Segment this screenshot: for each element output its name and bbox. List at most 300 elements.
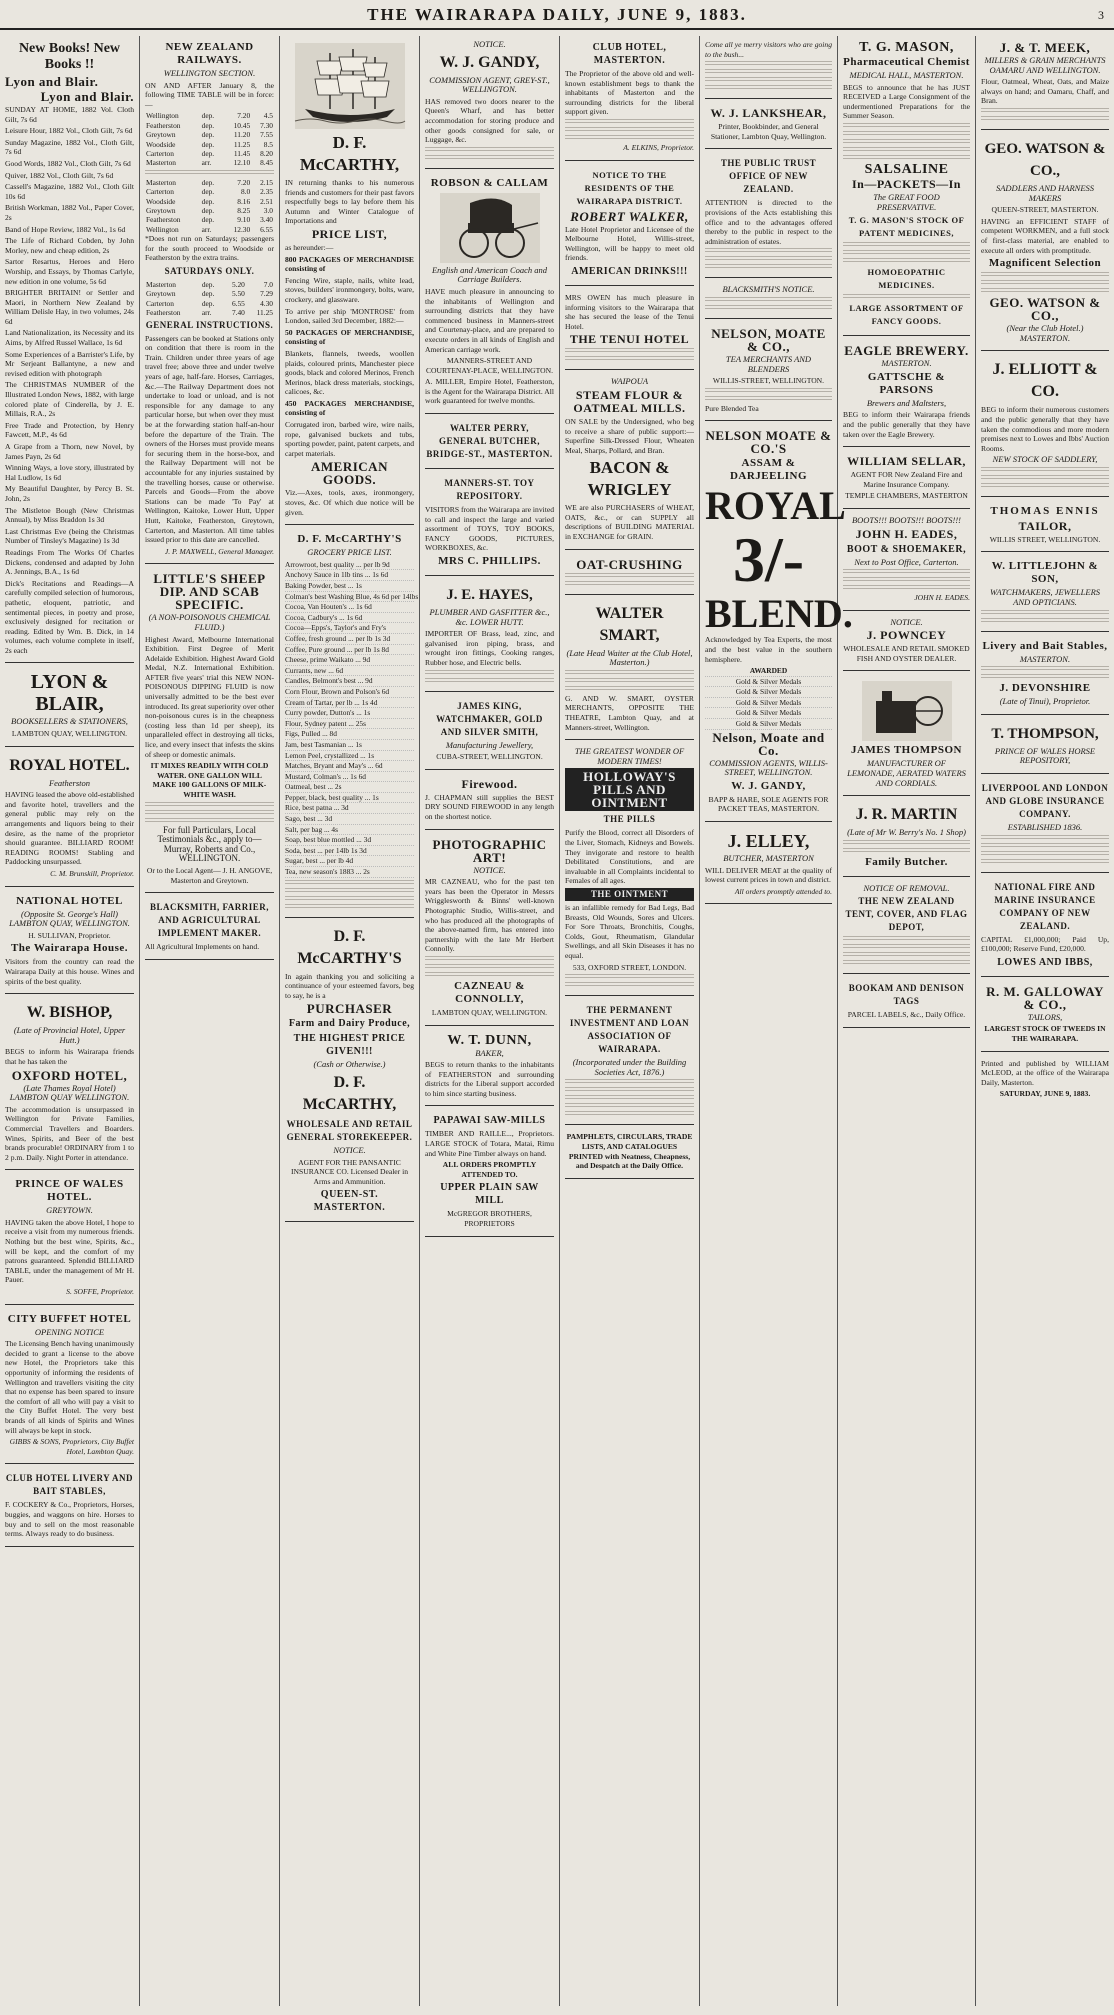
gattsche-name: GATTSCHE & PARSONS xyxy=(867,370,946,396)
grocery-price-list xyxy=(285,559,419,878)
train-time: 9.10 xyxy=(237,215,251,225)
city-buffet-sub: OPENING NOTICE xyxy=(34,1326,105,1337)
devonshire-sub: (Late of Tinui), Proprietor. xyxy=(999,696,1091,707)
train-time: 6.55 xyxy=(260,224,273,234)
gattsche-sub: Brewers and Maltsters, xyxy=(866,397,947,408)
national-hotel-prop: H. SULLIVAN, Proprietor. xyxy=(28,930,111,940)
royal-hotel-place: Featherston xyxy=(48,777,91,788)
timetable-row xyxy=(145,187,274,196)
purchaser-text: In again thanking you and soliciting a continuance of your esteemed favors, beg to say, he is a xyxy=(285,971,414,1000)
station-name: Wellington xyxy=(146,111,179,121)
book-entry: Cassell's Magazine, 1882 Vol., Cloth Gilt 10s 6d xyxy=(5,182,134,201)
book-entry: Quiver, 1882 Vol., Cloth Gilt, 7s 6d xyxy=(5,170,114,180)
gandy-sub: COMMISSION AGENT, GREY-ST., WELLINGTON. xyxy=(429,74,550,95)
ad-grocery-list xyxy=(285,528,419,917)
photo-text: MR CAZNEAU, who for the past ten years has been the Operator in Messrs Wrigglesworth & Binns' well-known Photographic Studio, Willis-street, and who has produced all the photographs of the above-named firm, has entered into partnership with the late Mr Herbert Connolly. xyxy=(425,877,554,954)
eagle-name: EAGLE BREWERY. xyxy=(844,343,969,359)
walker-notice: NOTICE TO THE RESIDENTS OF THE WAIRARAPA DISTRICT. xyxy=(576,169,683,206)
eades-text: Next to Post Office, Carterton. xyxy=(854,556,959,567)
toy-depot-text: VISITORS from the Wairarapa are invited to call and inspect the large and varied assortment of TOYS, TOY BOOKS, FANCY GOODS, PICTURES, WORKBOXES, &c. xyxy=(425,505,554,553)
books-heading: New Books! New Books !! xyxy=(18,41,121,72)
wholesale-heading: WHOLESALE AND RETAIL GENERAL STOREKEEPER. xyxy=(286,1119,413,1142)
book-entry: Band of Hope Review, 1882 Vol., 1s 6d xyxy=(5,224,126,234)
timetable-row xyxy=(145,130,274,139)
book-entry: British Workman, 1882 Vol., Paper Cover, 2s xyxy=(5,203,134,222)
perry-name: WALTER PERRY, GENERAL BUTCHER, BRIDGE-ST., MASTERTON. xyxy=(426,423,553,460)
train-time: 5.50 xyxy=(231,289,245,299)
prince-wales-text: HAVING taken the above Hotel, I hope to receive a visit from my numerous friends. Nothing but the best wine, Spirits, &c., will be kept, and the comfort of my patrons guaranteed. Splendid BILLIARD TABLE, under the management of Mr H. Pauer. xyxy=(5,1217,134,1285)
train-time: 7.40 xyxy=(231,308,245,318)
grocery-item: Lemon Peel, crystallized ... 1s xyxy=(285,751,414,762)
train-time: 4.30 xyxy=(260,298,273,308)
train-time: 8.16 xyxy=(237,196,251,206)
dep-arr: dep. xyxy=(201,187,215,197)
book-entry: My Beautiful Daughter, by Percy B. St. John, 2s xyxy=(5,484,134,503)
t-thompson-name: T. THOMPSON, xyxy=(991,725,1099,742)
book-entry: Readings From The Works Of Charles Dickens, condensed and adapted by John A. Jennings, B.A., 1s 6d xyxy=(5,547,134,577)
agent-text: AGENT FOR THE PANSANTIC INSURANCE CO. Licensed Dealer in Arms and Ammunition. xyxy=(290,1157,409,1186)
pills-text: Purify the Blood, correct all Disorders of the Liver, Stomach, Kidneys and Bowels. They invigorate and restore to health Debilitated Constitutions, and are invaluable in all Complaints incidental to Females of all ages. xyxy=(565,828,694,886)
photo-heading: PHOTOGRAPHIC ART! xyxy=(432,836,547,865)
bacon-wrigley: BACON & WRIGLEY xyxy=(587,458,672,500)
ad-club-hotel xyxy=(565,36,694,161)
ad-powncey xyxy=(843,614,970,672)
ad-mason xyxy=(843,36,970,336)
mcgregor-name: McGREGOR BROTHERS, PROPRIETORS xyxy=(447,1209,532,1229)
elley-sig: All orders promptly attended to. xyxy=(734,886,832,896)
lankshear-sub: Printer, Bookbinder, and General Stationer, Lambton Quay, Wellington. xyxy=(710,122,827,141)
steam-mills-text: ON SALE by the Undersigned, who beg to receive a share of public support:— Superfine Silk-Dressed Flour, Wheaten Meal, Sharps, Pollard, and Bran. xyxy=(565,416,694,455)
gandy-name: W. J. GANDY, xyxy=(439,53,540,71)
column-1 xyxy=(0,36,140,2006)
grocery-item: Colman's best Washing Blue, 4s 6d per 14lbs xyxy=(285,591,419,601)
king-place: CUBA-STREET, WELLINGTON. xyxy=(436,752,543,762)
train-time: 11.20 xyxy=(233,130,251,140)
timetable-row xyxy=(145,280,274,289)
ad-city-buffet xyxy=(5,1308,134,1465)
book-entry: Winning Ways, a love story, illustrated by Hal Ludlow, 1s 6d xyxy=(5,463,134,482)
train-time: 8.45 xyxy=(260,158,273,168)
saddlery-selection: Magnificent Selection xyxy=(988,257,1102,270)
elley-text: WILL DELIVER MEAT at the quality of lowest current prices in town and district. xyxy=(705,865,832,885)
mason-place: MEDICAL HALL, MASTERTON. xyxy=(849,70,964,80)
ointment-heading: THE OINTMENT xyxy=(565,888,694,901)
dep-arr: arr. xyxy=(201,158,212,168)
meek-name: J. & T. MEEK, xyxy=(999,40,1091,55)
train-time: 11.25 xyxy=(256,308,273,318)
ad-prince-wales xyxy=(5,1173,134,1304)
tenui-text: MRS OWEN has much pleasure in informing visitors to the Wairarapa that she has secured the lease of the Tenui Hotel. xyxy=(565,292,694,331)
highest-price: THE HIGHEST PRICE GIVEN!!! xyxy=(293,1033,406,1058)
grocery-item: Tea, new season's 1883 ... 2s xyxy=(285,867,414,878)
ad-livery xyxy=(981,635,1109,715)
book-entry: Sunday Magazine, 1882 Vol., Cloth Gilt, 7s 6d xyxy=(5,137,134,157)
nelson-place: WILLIS-STREET, WELLINGTON. xyxy=(712,376,825,386)
train-time: 7.30 xyxy=(260,120,273,130)
ad-holloway xyxy=(565,743,694,996)
book-entry: Free Trade and Protection, by Henry Fawcett, M.P., 4s 6d xyxy=(5,420,134,440)
ad-royal-blend xyxy=(705,424,853,822)
packages-50-text: Blankets, flannels, tweeds, woollen plaids, coloured prints, Manchester piece goods, black and colored Merinos, French Merinos, black dress materials, stockings, calicoes, &c. xyxy=(285,348,414,397)
award-entry: Gold & Silver Medals xyxy=(705,687,832,698)
timetable-row xyxy=(145,111,274,120)
packages-50: 50 PACKAGES OF MERCHANDISE, consisting of xyxy=(285,327,414,347)
gandy-text: HAS removed two doors nearer to the Queen's Wharf, and has better accommodation for storing produce and other goods consigned for sale, or Luggage, &c. xyxy=(425,96,554,145)
mccarthy-2: D. F. McCARTHY'S xyxy=(297,927,402,967)
station-name: Carterton xyxy=(146,149,174,158)
assam-darjeeling: ASSAM & DARJEELING xyxy=(729,457,808,483)
farm-produce: Farm and Dairy Produce, xyxy=(288,1018,411,1030)
boots-heading: BOOTS!!! BOOTS!!! BOOTS!!! xyxy=(851,514,962,525)
family-butcher: Family Butcher. xyxy=(865,855,948,868)
train-time: 7.20 xyxy=(237,177,251,187)
ad-liverpool xyxy=(981,777,1109,873)
awards-list xyxy=(705,666,832,730)
dep-arr: dep. xyxy=(201,149,215,158)
mccarthy-intro: IN returning thanks to his numerous friends and customers for their past favors respectfully begs to lay before them his Autumn and Winter Catalogue of Importations and xyxy=(285,178,414,226)
column-7 xyxy=(838,36,976,2006)
grocery-item: Currants, new ... 6d xyxy=(285,666,414,677)
award-entry: Gold & Silver Medals xyxy=(705,708,832,719)
sheep-dip-name: LITTLE'S SHEEP DIP. AND SCAB SPECIFIC. xyxy=(153,571,266,613)
martin-name: J. R. MARTIN xyxy=(855,806,958,824)
sellar-name: WILLIAM SELLAR, xyxy=(847,454,966,469)
papawai-text: TIMBER AND RAILLE..., Proprietors. LARGE STOCK of Totara, Matai, Rimu and White Pine Timber always on hand. xyxy=(425,1129,554,1158)
american-goods-text: Viz.—Axes, tools, axes, ironmongery, stoves, &c. Of which due notice will be given. xyxy=(285,488,414,517)
timetable-row xyxy=(145,140,274,149)
mccarthy-name: D. F. McCARTHY, xyxy=(299,133,400,174)
price-list-sub: as hereunder:— xyxy=(285,242,334,252)
ad-watson xyxy=(981,133,1109,351)
machine-illustration xyxy=(862,681,952,741)
column-5 xyxy=(560,36,700,2006)
mason-name: T. G. MASON, xyxy=(859,40,954,55)
grocery-item: Cream of Tartar, per lb ... 1s 4d xyxy=(285,698,414,709)
train-time: 12.30 xyxy=(233,224,251,234)
wairarapa-house: The Wairarapa House. xyxy=(10,942,129,955)
grocery-item: Candles, Belmont's best ... 9d xyxy=(285,676,414,687)
elley-name: J. ELLEY, xyxy=(727,831,810,852)
american-drinks: AMERICAN DRINKS!!! xyxy=(571,265,688,277)
trust-text: ATTENTION is directed to the provisions of the Acts establishing this office and to the advantages offered thereby to the public in respect to the administration of estates. xyxy=(705,198,832,246)
book-entry: A Grape from a Thorn, new Novel, by James Payn, 2s 6d xyxy=(5,442,134,461)
mason-text: BEGS to announce that he has JUST RECEIVED a Large Consignment of the undermentioned Preparations for the Summer Season. xyxy=(843,82,970,121)
firewood-heading: Firewood. xyxy=(461,776,518,791)
train-time: 7.0 xyxy=(263,280,273,290)
train-time: 8.5 xyxy=(263,139,273,149)
award-entry: Gold & Silver Medals xyxy=(705,698,832,709)
sailing-ship-illustration xyxy=(295,43,405,129)
ad-ennis xyxy=(981,500,1109,553)
salsaline: SALSALINE xyxy=(864,161,949,177)
tent-depot: THE NEW ZEALAND TENT, COVER, AND FLAG DEPOT, xyxy=(845,896,968,933)
ad-martin xyxy=(843,799,970,877)
mason-sub: Pharmaceutical Chemist xyxy=(843,56,970,68)
train-time: 7.55 xyxy=(260,130,273,140)
pamphlets-text: PAMPHLETS, CIRCULARS, TRADE LISTS, AND CATALOGUES PRINTED with Neatness, Cheapness, and Despatch at the Daily Office. xyxy=(566,1132,693,1171)
railway-heading: NEW ZEALAND RAILWAYS. xyxy=(165,41,254,66)
timetable-up xyxy=(145,178,274,234)
books-list xyxy=(5,105,134,655)
city-buffet-text: The Licensing Bench having unanimously decided to grant a license to the above new Hotel, the Proprietors take this opportunity of informing the residents of Wellington and travellers visiting the city that no expense has been spared to insure the comfort of all who will pay a visit to the City Buffet Hotel. The very best brands of all kinds of Spirits and Wines will always be kept in stock. xyxy=(5,1339,134,1435)
ad-king xyxy=(425,695,554,770)
station-name: Featherston xyxy=(146,120,181,130)
prince-wales-name: PRINCE OF WALES HOTEL. xyxy=(15,1178,124,1204)
grocery-item: Arrowroot, best quality ... per lb 9d xyxy=(285,560,414,571)
book-entry: Leisure Hour, 1882 Vol., Cloth Gilt, 7s 6d xyxy=(5,126,133,136)
watson-2-sub: (Near the Club Hotel.) MASTERTON. xyxy=(1006,323,1084,343)
ad-smart xyxy=(565,598,694,741)
ad-national-hotel xyxy=(5,890,134,995)
sheep-dip-agents: For full Particulars, Local Testimonials &c., apply to— Murray, Roberts and Co., WELLINGTON. xyxy=(157,824,262,864)
bacon-text: WE are also PURCHASERS of WHEAT, OATS, &c., or can SUPPLY all descriptions of BUILDING MATERIAL in EXCHANGE for GRAIN. xyxy=(565,503,694,542)
dep-arr: dep. xyxy=(201,206,215,216)
book-entry: The CHRISTMAS NUMBER of the Illustrated London News, 1882, with large colored plate of Cinderella, by J. E. Millais, R.A., 2s xyxy=(5,380,134,419)
ennis-place: WILLIS STREET, WELLINGTON. xyxy=(989,534,1101,544)
station-name: Carterton xyxy=(146,298,174,308)
grocery-item: Figs, Pulled ... 8d xyxy=(285,729,414,740)
national-hotel-name: NATIONAL HOTEL xyxy=(16,894,123,907)
train-time: 3.40 xyxy=(260,215,273,225)
ad-galloway xyxy=(981,980,1109,1052)
station-name: Greytown xyxy=(146,206,176,216)
packages-800-text: Fencing Wire, staple, nails, white lead, stoves, builders' ironmongery, bolts, ware, crockery, and glassware. xyxy=(285,275,414,304)
dep-arr: dep. xyxy=(201,130,215,140)
grocery-item: Baking Powder, best ... 1s xyxy=(285,581,414,592)
timetable-row xyxy=(145,158,274,167)
blend-text: Acknowledged by Tea Experts, the most and the best value in the southern hemisphere. xyxy=(705,635,832,664)
bishop-sub: (Late of Provincial Hotel, Upper Hutt.) xyxy=(13,1025,126,1045)
galloway-text: LARGEST STOCK OF TWEEDS IN THE WAIRARAPA. xyxy=(984,1024,1106,1043)
king-name: JAMES KING, WATCHMAKER, GOLD AND SILVER SMITH, xyxy=(436,700,543,737)
page-number: 3 xyxy=(1098,8,1104,22)
ad-gandy xyxy=(425,36,554,169)
ad-t-thompson xyxy=(981,718,1109,774)
national-fire-text: CAPITAL £1,000,000; Paid Up, £100,000; Reserve Fund, £20,000. xyxy=(981,934,1109,954)
ad-mccarthy xyxy=(285,36,414,525)
club-stables-name: CLUB HOTEL LIVERY AND BAIT STABLES, xyxy=(5,1473,134,1497)
t-thompson-sub: PRINCE OF WALES HORSE REPOSITORY, xyxy=(994,745,1096,766)
steam-mills-name: STEAM FLOUR & OATMEAL MILLS. xyxy=(573,387,686,415)
timetable-saturday xyxy=(145,280,274,318)
livery-name: Livery and Bait Stables, xyxy=(982,639,1108,652)
ad-permanent xyxy=(565,999,694,1125)
station-name: Greytown xyxy=(146,289,176,299)
ad-national-fire xyxy=(981,876,1109,977)
railway-sub: WELLINGTON SECTION. xyxy=(163,68,256,78)
ad-oat-crushing xyxy=(565,553,694,595)
cazneau-place: LAMBTON QUAY, WELLINGTON. xyxy=(431,1007,548,1017)
packet-teas: BAPP & HARE, SOLE AGENTS FOR PACKET TEAS, MASTERTON. xyxy=(708,794,829,814)
lyon-blair-sub: BOOKSELLERS & STATIONERS, xyxy=(11,716,128,727)
station-name: Featherston xyxy=(146,215,181,225)
club-hotel-text: The Proprietor of the above old and well-known establishment begs to thank the inhabitants of Masterton and the surrounding districts for the liberal support given. xyxy=(565,69,694,117)
bishop-text: BEGS to inform his Wairarapa friends that he has taken the xyxy=(5,1047,134,1066)
grocery-item: Mustard, Colman's ... 1s 6d xyxy=(285,772,414,783)
littlejohn-sub: WATCHMAKERS, JEWELLERS AND OPTICIANS. xyxy=(989,587,1101,608)
dep-arr: dep. xyxy=(201,280,215,290)
royal-hotel-text: HAVING leased the above old-established and favorite hotel, travellers and the general public may rely on the arrangements and liquors being to their desire, as the name of the proprietor should guarantee. BILLIARD ROOM! READING ROOMS! Stabling and Paddocking unsurpassed. xyxy=(5,790,134,867)
elliott-place: NEW STOCK OF SADDLERY, xyxy=(992,454,1098,465)
watson-2: GEO. WATSON & CO., xyxy=(989,295,1101,324)
hayes-sub: PLUMBER AND GASFITTER &c., &c. LOWER HUTT. xyxy=(429,607,550,627)
notice-bottom: NOTICE. xyxy=(333,1145,366,1155)
robson-sub: English and American Coach and Carriage Builders. xyxy=(431,264,548,285)
royal-word: ROYAL xyxy=(705,483,846,529)
train-time: 4.5 xyxy=(263,111,273,121)
cazneau-name: CAZNEAU & CONNOLLY, xyxy=(454,979,525,1005)
train-time: 2.51 xyxy=(260,196,273,206)
ad-dunn xyxy=(425,1029,554,1107)
gandy-notice: NOTICE. xyxy=(473,39,506,49)
ad-lankshear xyxy=(705,102,832,149)
pure-blended-tea: Pure Blended Tea xyxy=(705,403,759,413)
king-sub: Manufacturing Jewellery, xyxy=(445,739,534,750)
train-time: 7.20 xyxy=(237,111,251,121)
elley-sub: BUTCHER, MASTERTON xyxy=(723,853,814,864)
grocery-item: Coffee, Pure ground ... per lb 1s 8d xyxy=(285,645,414,656)
ad-pamphlets xyxy=(565,1128,694,1178)
nelson-sub: TEA MERCHANTS AND BLENDERS xyxy=(725,353,812,374)
buggy-illustration xyxy=(440,193,540,263)
packages-450: 450 PACKAGES MERCHANDISE, consisting of xyxy=(285,398,414,418)
ad-sheep-dip xyxy=(145,567,274,893)
book-entry: Last Christmas Eve (being the Christmas Number of Tinsley's Magazine) 1s 3d xyxy=(5,526,134,546)
ad-hayes xyxy=(425,579,554,692)
ad-eagle-brewery xyxy=(843,339,970,447)
train-time: 8.20 xyxy=(260,149,273,158)
station-name: Masterton xyxy=(146,280,176,290)
national-hotel-sub: (Opposite St. George's Hall) LAMBTON QUAY, WELLINGTON. xyxy=(9,908,130,929)
royal-hotel-sig: C. M. Brunskill, Proprietor. xyxy=(50,869,134,878)
oxford-hotel-sub: (Late Thames Royal Hotel) LAMBTON QUAY WELLINGTON. xyxy=(9,1082,130,1103)
dep-arr: arr. xyxy=(201,308,212,318)
dep-arr: dep. xyxy=(201,215,215,225)
price-list-heading: PRICE LIST, xyxy=(311,226,388,241)
ad-elliott xyxy=(981,354,1109,497)
toy-depot-name: MANNERS-ST. TOY REPOSITORY. xyxy=(444,478,535,502)
ointment-text: is an infallible remedy for Bad Legs, Bad Breasts, Old Wounds, Sores and Ulcers. For Sore Throats, Bronchitis, Coughs, Colds, Gout, Rheumatism, Glandular Swellings, and all Skin Diseases it has no equal. xyxy=(565,902,694,960)
photo-notice: NOTICE. xyxy=(473,864,506,875)
watson-sub: SADDLERS AND HARNESS MAKERS xyxy=(995,182,1095,203)
ad-public-trust xyxy=(705,152,832,278)
sellar-place: TEMPLE CHAMBERS, MASTERTON xyxy=(845,491,968,501)
oat-crushing: OAT-CRUSHING xyxy=(576,556,683,572)
watson-place: QUEEN-STREET, MASTERTON. xyxy=(991,205,1099,215)
ad-sellar xyxy=(843,450,970,509)
grocery-item: Cocoa, Cadbury's ... 1s 6d xyxy=(285,613,414,624)
permanent-name: THE PERMANENT INVESTMENT AND LOAN ASSOCIATION OF WAIRARAPA. xyxy=(569,1005,690,1055)
blend-word: BLEND. xyxy=(705,591,853,637)
grocery-item: Salt, per bag ... 4s xyxy=(285,825,414,836)
dep-arr: dep. xyxy=(201,139,215,149)
book-entry: Sartor Resartus, Heroes and Hero Worship, and Essays, by Thomas Carlyle, new edition in one volume, 5s 6d xyxy=(5,257,134,286)
grocery-item: Soda, best ... per 14lb 1s 3d xyxy=(285,846,414,857)
timetable-row xyxy=(145,225,274,234)
bookam-text: PARCEL LABELS, &c., Daily Office. xyxy=(847,1010,966,1020)
pills-heading: THE PILLS xyxy=(603,814,656,825)
station-name: Woodside xyxy=(146,196,176,206)
train-time: 10.45 xyxy=(233,120,251,130)
meek-sub: MILLERS & GRAIN MERCHANTS OAMARU AND WELLINGTON. xyxy=(984,55,1106,75)
train-time: 12.10 xyxy=(233,158,251,168)
dunn-sub: BAKER, xyxy=(475,1047,504,1058)
dep-arr: dep. xyxy=(201,289,215,299)
ad-robson-callam xyxy=(425,172,554,414)
thompson-name: JAMES THOMPSON xyxy=(850,744,962,757)
book-entry: Some Experiences of a Barrister's Life, by Mr Serjeant Ballantyne, a new and revised edition with photograph xyxy=(5,349,134,378)
station-name: Carterton xyxy=(146,187,174,197)
waipoua-name: WAIPOUA xyxy=(610,376,649,387)
ad-walker xyxy=(565,164,694,286)
patent-medicines: T. G. MASON'S STOCK OF PATENT MEDICINES, xyxy=(848,215,965,239)
ad-nelson-moate xyxy=(705,322,832,421)
sheep-dip-sub: (A NON-POISONOUS CHEMICAL FLUID.) xyxy=(148,612,271,632)
books-sub-2: Lyon and Blair. xyxy=(40,89,134,104)
train-time: 11.25 xyxy=(233,139,251,149)
montrose-note: To arrive per ship 'MONTROSE' from London, sailed 3rd December, 1882:— xyxy=(285,306,414,326)
imprint-text: Printed and published by WILLIAM McLEOD, at the office of the Wairarapa Daily, Masterton. xyxy=(981,1058,1109,1087)
ad-removal xyxy=(843,880,970,975)
train-time: 6.55 xyxy=(231,298,245,308)
timetable-down xyxy=(145,111,274,167)
ad-thompson xyxy=(843,674,970,796)
dep-arr: dep. xyxy=(201,120,215,130)
ad-perry xyxy=(425,417,554,469)
ad-bookam xyxy=(843,977,970,1028)
railway-intro: ON AND AFTER January 8, the following TIME TABLE will be in force:— xyxy=(145,80,274,109)
blacksmith-notice: BLACKSMITH'S NOTICE. xyxy=(722,284,815,295)
robson-place: MANNERS-STREET AND COURTENAY-PLACE, WELLINGTON. xyxy=(425,356,553,375)
grocery-sub: GROCERY PRICE LIST. xyxy=(307,547,392,558)
sellar-sub: AGENT FOR New Zealand Fire and Marine Insurance Company. xyxy=(850,470,963,489)
ad-new-books xyxy=(5,36,134,663)
littlejohn-name: W. LITTLEJOHN & SON, xyxy=(991,560,1099,586)
ad-papawai xyxy=(425,1109,554,1236)
powncey-name: J. POWNCEY xyxy=(866,628,947,643)
imprint xyxy=(981,1055,1109,1106)
liverpool-name: LIVERPOOL AND LONDON AND GLOBE INSURANCE COMPANY. xyxy=(981,783,1109,820)
watson-name: GEO. WATSON & CO., xyxy=(984,140,1106,179)
masthead xyxy=(0,0,1114,30)
dep-arr: arr. xyxy=(201,224,212,234)
galloway-name: R. M. GALLOWAY & CO., xyxy=(986,983,1104,1012)
ad-bishop xyxy=(5,997,134,1170)
timetable-row xyxy=(145,299,274,308)
train-time: 3.0 xyxy=(263,206,273,216)
firewood-text: J. CHAPMAN still supplies the BEST DRY SOUND FIREWOOD in any length on the shortest notice. xyxy=(425,792,554,821)
eades-sig: JOHN H. EADES. xyxy=(914,593,970,603)
sheep-dip-text: Highest Award, Melbourne International Exhibition. First Degree of Merit Adelaide Exhibition. Highest Award Gold Medal, N.Z. International Exhibition. AFTER five years' trial this NEW NON-POISONOUS DIPPING FLUID is now universally admitted to be the best ever introduced. Its great superiority over other non-poisonous cures is in the cheapness (costing less than 1d per sheep), its unparalleled effect in destroying all ticks, lice, and every insect that infests the skins of sheep or domestic animals. xyxy=(145,634,274,759)
dep-arr: dep. xyxy=(201,196,215,206)
national-fire-name: NATIONAL FIRE AND MARINE INSURANCE COMPANY OF NEW ZEALAND. xyxy=(994,881,1096,931)
nelson-3-sub: COMMISSION AGENTS, WILLIS-STREET, WELLINGTON. xyxy=(709,757,828,778)
nelson-2: NELSON MOATE & CO.'S xyxy=(705,428,832,457)
grocery-item: Sugar, best ... per lb 4d xyxy=(285,856,414,867)
watson-text: HAVING an EFFICIENT STAFF of competent WORKMEN, and a full stock of first-class material, are enabled to execute all orders with promptitude. xyxy=(981,216,1109,255)
dunn-text: BEGS to return thanks to the inhabitants of FEATHERSTON and surrounding districts for the Liberal support accorded to him since starting business. xyxy=(425,1060,554,1098)
timetable-row xyxy=(145,149,274,158)
smart-text: (Late Head Waiter at the Club Hotel, Masterton.) xyxy=(566,647,693,668)
bookam-name: BOOKAM AND DENISON TAGS xyxy=(848,983,965,1007)
eades-name: JOHN H. EADES, xyxy=(855,526,958,541)
powncey-text: WHOLESALE AND RETAIL SMOKED FISH AND OYSTER DEALER. xyxy=(843,644,970,663)
column-2 xyxy=(140,36,280,2006)
books-sub-1: Lyon and Blair. xyxy=(5,74,99,89)
timetable-row xyxy=(145,178,274,187)
powncey-notice: NOTICE. xyxy=(890,616,923,627)
book-entry: Good Words, 1882 Vol., Cloth Gilt, 7s 6d xyxy=(5,158,131,168)
